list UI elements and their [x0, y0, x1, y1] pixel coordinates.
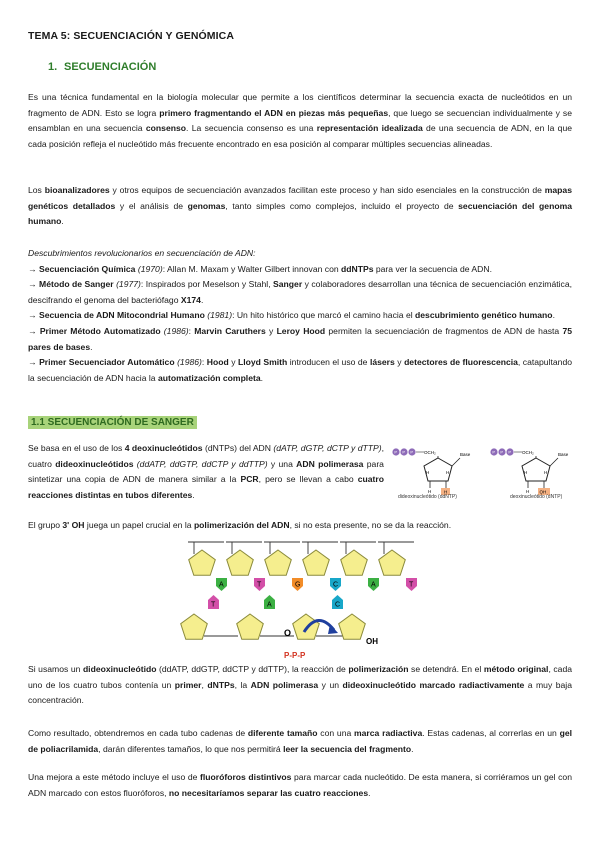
base-letter: A	[267, 601, 272, 609]
h-label: H	[426, 470, 430, 475]
paragraph-sanger: Se basa en el uso de los 4 deoxinucleótidos (dNTPs) del ADN (dATP, dGTP, dCTP y dTTP), cuatro dideoxinucleótidos (ddATP, ddGTP, ddCTP y ddTTP) y una ADN polimerasa para sintetizar una copia de ADN de manera similar a la PCR, pero se llevan a cabo cuatro reacciones distintas en tubos diferentes.	[28, 443, 385, 500]
list-item: → Secuenciación Química (1970): Allan M. Maxam y Walter Gilbert innovan con ddNTPs para ver la secuencia de ADN.	[28, 263, 492, 274]
ddntp-caption: dideoxinucleótido (ddNTP)	[398, 494, 457, 500]
base-letter: A	[371, 581, 376, 589]
document-title: TEMA 5: SECUENCIACIÓN Y GENÓMICA	[28, 30, 235, 42]
list-item: → Primer Método Automatizado (1986): Marvin Caruthers y Leroy Hood permiten la secuenciación de fragmentos de ADN de hasta 75 pares de bases.	[28, 325, 572, 352]
phosphate-label: P	[508, 449, 512, 455]
sugar-ring	[189, 550, 216, 575]
phosphate-label: P	[410, 449, 414, 455]
base-letter: G	[295, 581, 301, 589]
sugar-ring	[339, 614, 366, 639]
base-label: Base	[460, 452, 471, 457]
oh-label: OH	[366, 637, 378, 646]
phosphate-label: P	[394, 449, 398, 455]
dntp-caption: deoxinucleótido (dNTP)	[510, 494, 563, 500]
paragraph-result: Como resultado, obtendremos en cada tubo cadenas de diferente tamaño con una marca radiactiva. Estas cadenas, al correrlas en un gel de poliacrilamida, darán diferentes tamaños, lo que nos permitirá leer la secuencia del fragmento.	[28, 728, 572, 754]
base-letter: T	[257, 581, 262, 589]
paragraph-bioanalyzers: Los bioanalizadores y otros equipos de secuenciación avanzados facilitan este proceso y han sido esenciales en la construcción de mapas genéticos detallados y el análisis de genomas, tanto simples como complejos, incluido el proyecto de secuenciación del genoma humano.	[28, 185, 572, 227]
paragraph-fluorophores: Una mejora a este método incluye el uso de fluoróforos distintivos para marcar cada nucleótido. De esta manera, si corriéramos un gel con ADN marcado con estos fluoróforos, no necesitaríamos separar las cuatro reacciones.	[28, 772, 572, 798]
list-item: → Secuencia de ADN Mitocondrial Humano (1981): Un hito histórico que marcó el camino hacia el descubrimiento genético humano.	[28, 310, 555, 321]
h-label: H	[446, 470, 450, 475]
base-letter: A	[219, 581, 224, 589]
base-letter: C	[335, 601, 341, 609]
base-letter: T	[409, 581, 414, 589]
list-item: → Primer Secuenciador Automático (1986): Hood y Lloyd Smith introducen el uso de lásers y detectores de fluorescencia, catapultando la secuenciación de ADN hacia la automatización completa.	[28, 357, 573, 383]
phosphate-label: P	[402, 449, 406, 455]
sugar-ring	[379, 550, 406, 575]
h-label: H	[444, 489, 448, 495]
ppp-label: P-P-P	[284, 651, 306, 658]
h-label: H	[524, 470, 528, 475]
base-label: Base	[558, 452, 569, 457]
paragraph-3oh: El grupo 3' OH juega un papel crucial en la polimerización del ADN, si no esta presente, no se da la reacción.	[28, 520, 452, 530]
och2-label: OCH₂	[424, 450, 436, 455]
sugar-ring	[303, 550, 330, 575]
paragraph-ddntp: Si usamos un dideoxinucleótido (ddATP, ddGTP, ddCTP y ddTTP), la reacción de polimerización se detendrá. En el método original, cada uno de los cuatro tubos contenía un primer, dNTPs, la ADN polimerasa y un dideoxinucleótido marcado radiactivamente a muy baja concentración.	[28, 664, 573, 706]
dna-polymerization-diagram	[180, 540, 432, 658]
sugar-ring	[237, 614, 264, 639]
h-label: H	[544, 470, 548, 475]
o-label: O	[284, 628, 292, 638]
section-heading	[48, 61, 156, 73]
phosphate-label: P	[500, 449, 504, 455]
och2-label: OCH₂	[522, 450, 534, 455]
section-title: SECUENCIACIÓN	[64, 61, 157, 73]
sugar-ring	[293, 614, 320, 639]
list-item: → Método de Sanger (1977): Inspirados por Meselson y Stahl, Sanger y colaboradores desarrollan una técnica de secuenciación enzimática, descifrando el genoma del bacteriófago X174.	[28, 279, 572, 305]
h-label: H	[428, 489, 432, 494]
base-letter: T	[211, 601, 216, 609]
top-strand	[188, 542, 417, 591]
sugar-ring	[181, 614, 208, 639]
base-letter: C	[333, 581, 339, 589]
sugar-ring	[341, 550, 368, 575]
paragraph-intro: Es una técnica fundamental en la biología molecular que permite a los científicos determinar la secuencia exacta de nucleótidos en un fragmento de ADN. Esto se logra primero fragmentando el ADN en piezas más pequeñas, que luego se secuencian individualmente y se ensamblan en una secuencia consenso. La secuencia consenso es una representación idealizada de una secuencia de ADN, en la que cada posición refleja el nucleótido más frecuente encontrado en esa posición al comparar múltiples secuencias alineadas.	[28, 92, 573, 149]
discoveries-intro: Descubrimientos revolucionarios en secuenciación de ADN:	[28, 248, 256, 258]
h-label: H	[526, 489, 530, 494]
sugar-ring	[227, 550, 254, 575]
discoveries-list	[28, 246, 572, 386]
subsection-heading: 1.1 SECUENCIACIÓN DE SANGER	[28, 416, 197, 429]
section-number: 1.	[48, 61, 58, 73]
sugar-ring	[265, 550, 292, 575]
oh-label: OH	[539, 489, 547, 495]
phosphate-label: P	[492, 449, 496, 455]
